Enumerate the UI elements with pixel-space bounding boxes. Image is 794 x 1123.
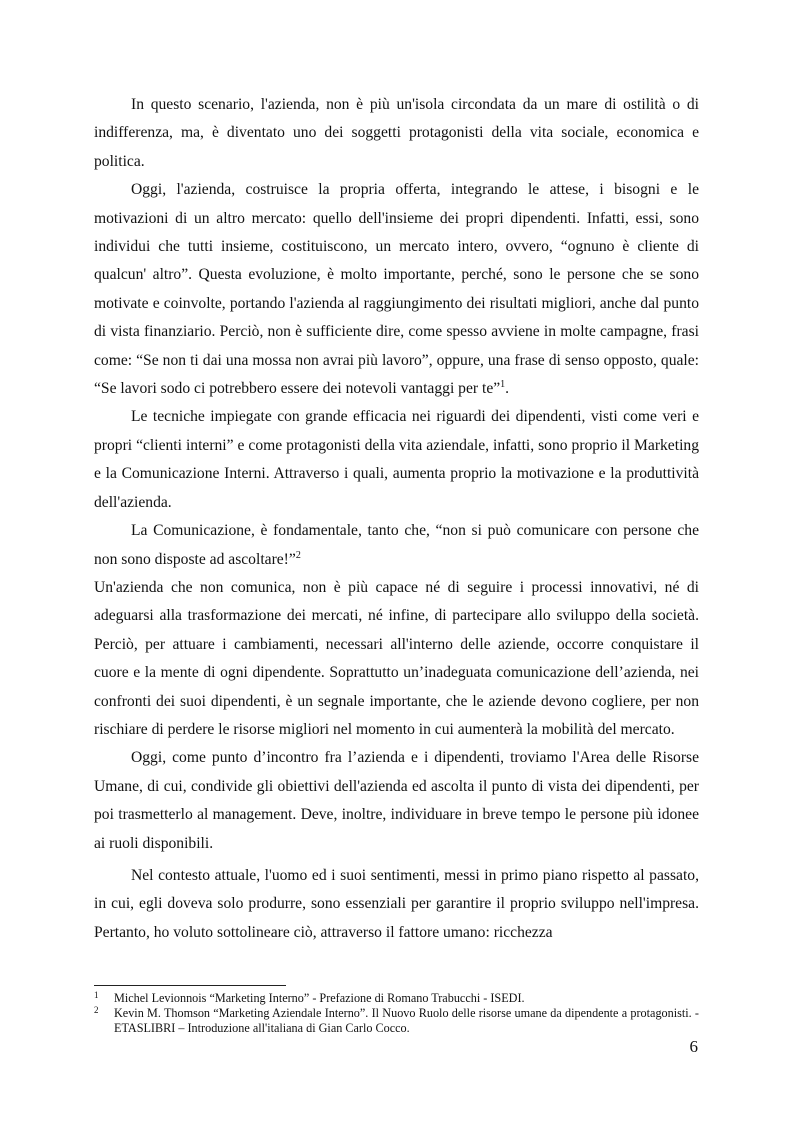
footnote-separator: [94, 985, 286, 986]
paragraph: La Comunicazione, è fondamentale, tanto che, “non si può comunicare con persone che non sono disposte ad ascoltare!”$^2$: [94, 522, 699, 568]
body-text: [94, 91, 699, 947]
footnote-mark: 1: [94, 990, 99, 1000]
footnote: [94, 991, 699, 1006]
footnote-ref[interactable]: 1: [500, 378, 506, 390]
paragraph: Le tecniche impiegate con grande efficacia nei riguardi dei dipendenti, visti come veri e propri “clienti interni” e come protagonisti della vita aziendale, infatti, sono proprio il Marketing e la Comunicazione Interni. Attraverso i quali, aumenta proprio la motivazione e la produttività dell'azienda.: [94, 408, 699, 511]
paragraph: Oggi, come punto d’incontro fra l’azienda e i dipendenti, troviamo l'Area delle Risorse Umane, di cui, condivide gli obiettivi dell'azienda ed ascolta il punto di vista dei dipendenti, per poi trasmetterlo al management. Deve, inoltre, individuare in breve tempo le persone più idonee ai ruoli disponibili.: [94, 749, 699, 852]
footnote-text: Kevin M. Thomson “Marketing Aziendale Interno”. Il Nuovo Ruolo delle risorse umane da dipendente a protagonisti. - ETASLIBRI – Introduzione all'italiana di Gian Carlo Cocco.: [114, 1006, 699, 1035]
footnote-ref[interactable]: 2: [295, 549, 301, 561]
paragraph: In questo scenario, l'azienda, non è più un'isola circondata da un mare di ostilità o di indifferenza, ma, è diventato uno dei soggetti protagonisti della vita sociale, economica e politica.: [94, 96, 699, 170]
footnote-mark: 2: [94, 1005, 99, 1015]
page-number: 6: [689, 1037, 698, 1056]
paragraph: Oggi, l'azienda, costruisce la propria offerta, integrando le attese, i bisogni e le motivazioni di un altro mercato: quello dell'insieme dei propri dipendenti. Infatti, essi, sono individui che tutti insieme, costituiscono, un mercato intero, ovvero, “ognuno è cliente di qualcun' altro”. Questa evoluzione, è molto importante, perché, sono le persone che se sono motivate e coinvolte, portando l'azienda al raggiungimento dei risultati migliori, anche dal punto di vista finanziario. Perciò, non è sufficiente dire, come spesso avviene in molte campagne, frasi come: “Se non ti dai una mossa non avrai più lavoro”, oppure, una frase di senso opposto, quale: “Se lavori sodo ci potrebbero essere dei notevoli vantaggi per te”$^1$.: [94, 181, 699, 398]
footnote-text: Michel Levionnois “Marketing Interno” - Prefazione di Romano Trabucchi - ISEDI.: [114, 991, 525, 1005]
paragraph: Un'azienda che non comunica, non è più capace né di seguire i processi innovativi, né di adeguarsi alla trasformazione dei mercati, né infine, di partecipare allo sviluppo della società. Perciò, per attuare i cambiamenti, necessari all'interno delle aziende, occorre conquistare il cuore e la mente di ogni dipendente. Soprattutto un’inadeguata comunicazione dell’azienda, nei confronti dei suoi dipendenti, è un segnale importante, che le aziende devono cogliere, per non rischiare di perdere le risorse migliori nel momento in cui aumenterà la mobilità del mercato.: [94, 578, 699, 738]
paragraph: Nel contesto attuale, l'uomo ed i suoi sentimenti, messi in primo piano rispetto al passato, in cui, egli doveva solo produrre, sono essenziali per garantire il proprio sviluppo nell'impresa. Pertanto, ho voluto sottolineare ciò, attraverso il fattore umano: ricchezza: [94, 866, 699, 941]
footnote: [94, 1006, 699, 1036]
footnotes: [94, 991, 699, 1036]
